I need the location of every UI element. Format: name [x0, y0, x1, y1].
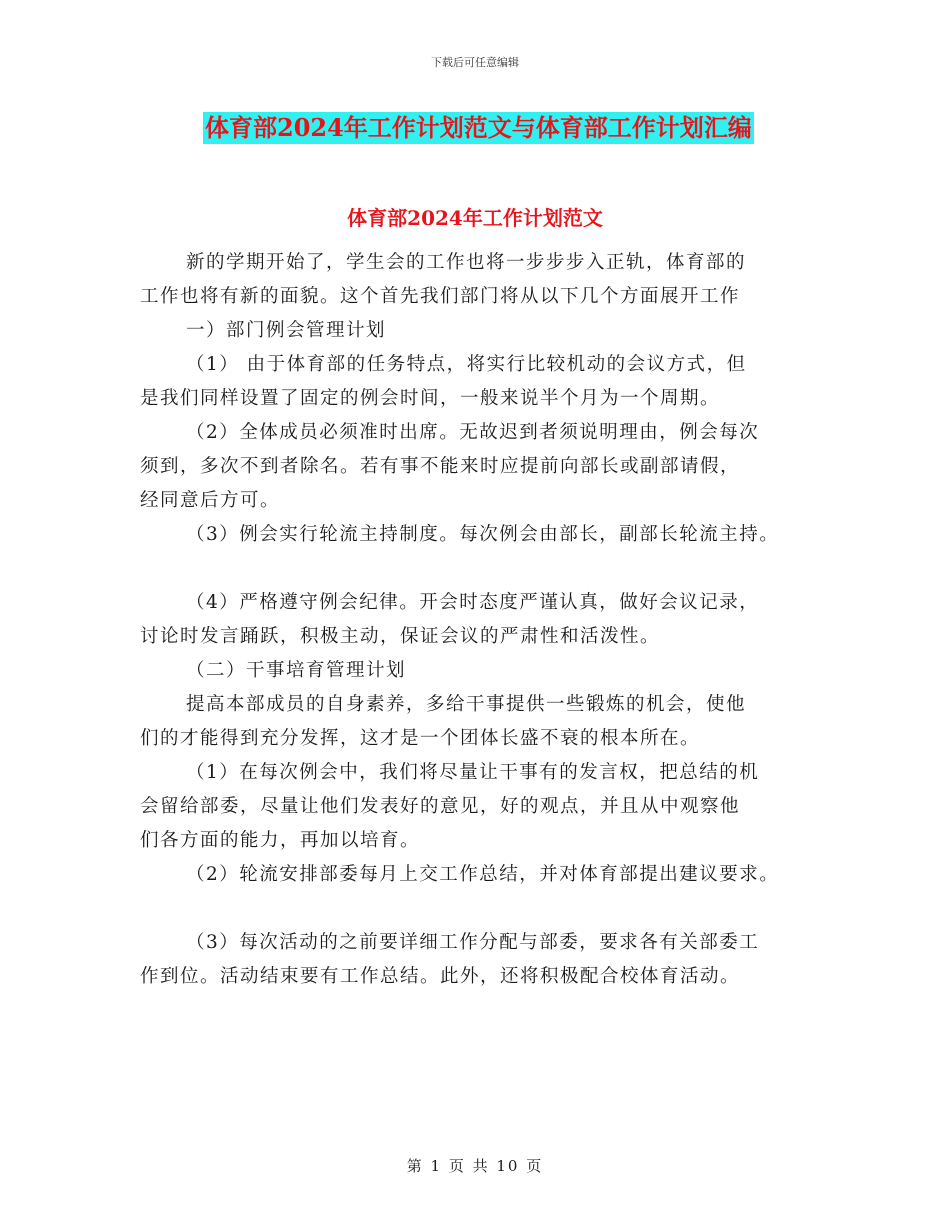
paragraph-line: 们的才能得到充分发挥，这才是一个团体长盛不衰的根本所在。	[140, 728, 701, 749]
page-number: 第 1 页 共 10 页	[406, 1157, 544, 1175]
paragraph-line: （1）在每次例会中，我们将尽量让干事有的发言权，把总结的机	[186, 762, 760, 783]
paragraph-spacer	[140, 892, 830, 926]
document-title: 体育部2024年工作计划范文与体育部工作计划汇编	[205, 113, 752, 142]
section-title: 体育部2024年工作计划范文	[347, 206, 603, 230]
section-heading: （二）干事培育管理计划	[186, 660, 407, 681]
paragraph-line: （1） 由于体育部的任务特点，将实行比较机动的会议方式，但	[186, 354, 747, 375]
paragraph-line: 提高本部成员的自身素养，多给干事提供一些锻炼的机会，使他	[186, 694, 747, 715]
paragraph-line: （2）全体成员必须准时出席。无故迟到者须说明理由，例会每次	[186, 422, 760, 443]
paragraph-line: 新的学期开始了，学生会的工作也将一步步步入正轨，体育部的	[186, 252, 747, 273]
paragraph-line: 会留给部委，尽量让他们发表好的意见，好的观点，并且从中观察他	[140, 796, 741, 817]
paragraph-line: （3）例会实行轮流主持制度。每次例会由部长，副部长轮流主持。	[186, 524, 780, 545]
paragraph-spacer	[140, 552, 830, 586]
paragraph-line: （2）轮流安排部委每月上交工作总结，并对体育部提出建议要求。	[186, 864, 780, 885]
paragraph-line: 作到位。活动结束要有工作总结。此外，还将积极配合校体育活动。	[140, 966, 741, 987]
paragraph-line: （3）每次活动的之前要详细工作分配与部委，要求各有关部委工	[186, 932, 760, 953]
paragraph-line: 是我们同样设置了固定的例会时间，一般来说半个月为一个周期。	[140, 388, 721, 409]
section-heading: 一）部门例会管理计划	[186, 320, 387, 341]
paragraph-line: 工作也将有新的面貌。这个首先我们部门将从以下几个方面展开工作	[140, 286, 741, 307]
paragraph-line: （4）严格遵守例会纪律。开会时态度严谨认真，做好会议记录，	[186, 592, 760, 613]
paragraph-line: 们各方面的能力，再加以培育。	[140, 830, 421, 851]
document-body	[140, 246, 830, 994]
paragraph-line: 须到，多次不到者除名。若有事不能来时应提前向部长或副部请假，	[140, 456, 741, 477]
header-note: 下载后可任意编辑	[431, 56, 519, 69]
paragraph-line: 讨论时发言踊跃，积极主动，保证会议的严肃性和活泼性。	[140, 626, 661, 647]
paragraph-line: 经同意后方可。	[140, 490, 281, 511]
